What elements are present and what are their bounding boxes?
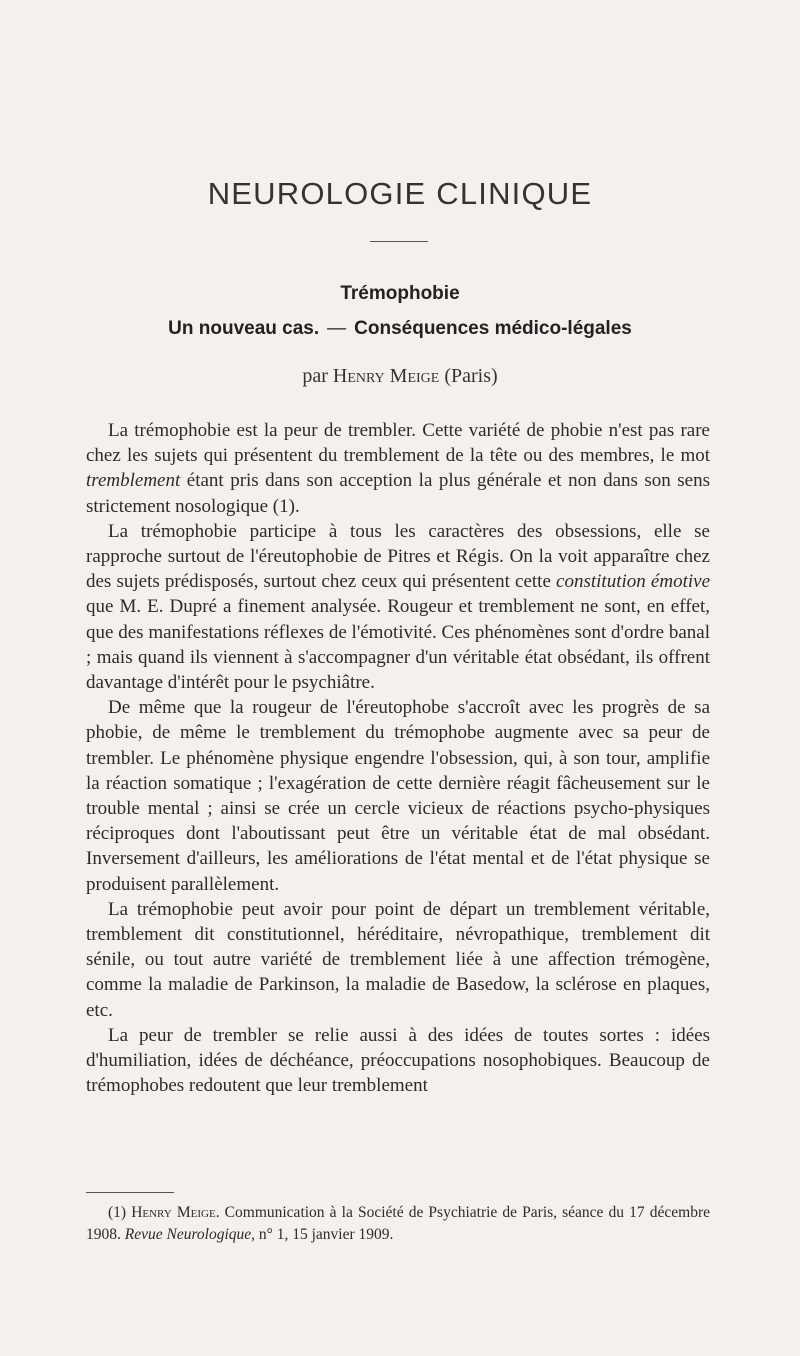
paragraph-1-emphasis: tremblement: [86, 470, 181, 492]
author-location: (Paris): [444, 365, 498, 387]
subtitle-part-2: Conséquences médico-légales: [354, 318, 632, 339]
footnote: [86, 1202, 710, 1246]
footnote-marker: (1): [108, 1204, 127, 1221]
footnote-author: Henry Meige: [131, 1204, 216, 1221]
paragraph-1-text-b: étant pris dans son acception la plus générale et non dans son sens strictement nosologique (1).: [86, 470, 710, 517]
paragraph-1-text-a: La trémophobie est la peur de trembler. Cette variété de phobie n'est pas rare chez les sujets qui présentent du tremblement de la tête ou des membres, le mot: [86, 420, 710, 467]
paragraph-4: La trémophobie peut avoir pour point de départ un tremblement véritable, tremblement dit constitutionnel, héréditaire, névropathique, tremblement dit sénile, ou tout autre variété de tremblement liée à une affection trémogène, comme la maladie de Parkinson, la maladie de Basedow, la sclérose en plaques, etc.: [86, 898, 710, 1021]
paragraph-2-text-a: La trémophobie participe à tous les caractères des obsessions, elle se rapproche surtout de l'éreutophobie de Pitres et Régis. On la voit apparaître chez des sujets prédisposés, surtout chez ceux qui présentent cette: [86, 520, 710, 593]
article-body: [86, 418, 710, 1098]
paragraph-5: La peur de trembler se relie aussi à des idées de toutes sortes : idées d'humiliation, idées de déchéance, préoccupations nosophobiques. Beaucoup de trémophobes redoutent que leur tremblement: [86, 1024, 710, 1097]
byline: [0, 365, 800, 388]
paragraph-3: De même que la rougeur de l'éreutophobe s'accroît avec les progrès de sa phobie, de même le tremblement du trémophobe augmente avec sa peur de trembler. Le phénomène physique engendre l'obsession, qui, à son tour, amplifie la réaction somatique ; l'exagération de cette dernière réagit fâcheusement sur le trouble mental ; ainsi se crée un cercle vicieux de réactions psycho-physiques réciproques dont l'aboutissant peut être un véritable état de mal obsédant. Inversement d'ailleurs, les améliorations de l'état mental et de l'état physique se produisent parallèlement.: [86, 697, 710, 895]
byline-prefix: par: [302, 365, 328, 387]
footnote-divider: [86, 1192, 174, 1193]
subtitle-dash: —: [327, 318, 347, 339]
footnote-text-b: , n° 1, 15 janvier 1909.: [251, 1226, 394, 1243]
article-title: Trémophobie: [340, 283, 460, 304]
paragraph-2: [86, 519, 710, 695]
footnote-paragraph: [86, 1202, 710, 1246]
subtitle-part-1: Un nouveau cas.: [168, 318, 320, 339]
footnote-text-a: . Communication à la Société de Psychiatrie de Paris, séance du 17 décembre 1908.: [86, 1204, 711, 1243]
author-name: Henry Meige: [332, 365, 440, 387]
article-subtitle: [0, 318, 800, 340]
paragraph-2-text-b: que M. E. Dupré a finement analysée. Rougeur et tremblement ne sont, en effet, que des manifestations réflexes de l'émotivité. Ces phénomènes sont d'ordre banal ; mais quand ils viennent à s'accompagner d'un véritable état obsédant, ils offrent davantage d'intérêt pour le psychiâtre.: [86, 596, 710, 694]
paragraph-1: [86, 418, 710, 519]
section-title: NEUROLOGIE CLINIQUE: [207, 176, 593, 211]
paragraph-2-emphasis: constitution émotive: [556, 571, 710, 593]
footnote-journal: Revue Neurologique: [124, 1226, 252, 1243]
title-divider: [370, 241, 428, 242]
